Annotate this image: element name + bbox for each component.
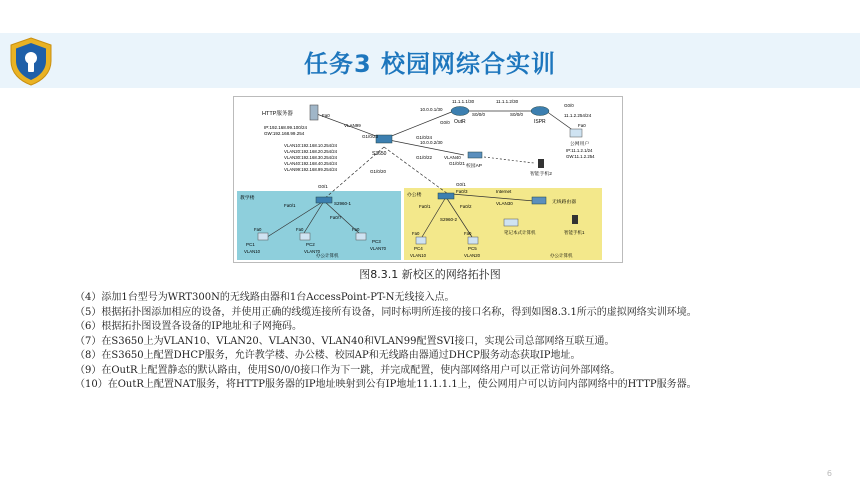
pc-port-label: Fa0 [412,231,420,236]
office-internet-label: Internet [496,189,512,194]
pc-icon [258,233,268,240]
teach-switch-icon [316,197,332,203]
port-g1-0-22: G1/0/22 [416,155,433,160]
step-paragraph: （6）根据拓扑图设置各设备的IP地址和子网掩码。 [75,321,303,332]
pc-name-label: PC1 [246,242,255,247]
step-paragraph: （10）在OutR上配置NAT服务，将HTTP服务器的IP地址映射到公有IP地址11.1.1.1上，使公网用户可以访问内部网络中的HTTP服务器。 [75,379,697,390]
pc-port-label: Fa0 [464,231,472,236]
topology-diagram [234,97,622,262]
pc-port-label: Fa0 [296,227,304,232]
office-fa0-1-label: Fa0/1 [419,204,431,209]
office-building-label: 办公楼 [407,193,422,198]
vlan-svi-item: VLAN40:192.168.40.254/24 [284,161,338,166]
port-g1-0-20: G1/0/20 [370,169,387,174]
phone1-icon [572,215,578,224]
office-pc-tag: 办公计算机 [550,253,573,258]
pc-icon [416,237,426,244]
vlan-svi-item: VLAN30:192.168.30.254/24 [284,155,338,160]
outr-ip2-label: 10.0.0.2/30 [420,140,443,145]
step-paragraph: （9）在OutR上配置静态的默认路由，使用S0/0/0接口作为下一跳，并完成配置，使内部网络用户可以正常访问外部网络。 [75,364,621,376]
pc-port-label: Fa0 [352,227,360,232]
isp-ip2-label: 11.1.1.2/30 [496,99,519,104]
outr-router-icon [451,107,469,116]
campus-ap-icon [468,152,482,158]
teach-building-label: 教学楼 [240,196,255,201]
body-text [57,291,792,393]
isp-net-label: 11.1.2.254/24 [564,113,592,118]
office-switch-label: S2960-2 [440,217,458,222]
wireless-router-label: 无线路由器 [552,200,576,205]
pc-name-label: PC5 [468,246,477,251]
outr-g0-0-label: G0/0 [440,120,450,125]
teach-g0-1-label: G0/1 [318,184,328,189]
office-g0-1-label: G0/1 [456,182,466,187]
isp-router-icon [531,107,549,116]
pc-vlan-label: VLAN70 [370,246,387,251]
port-g1-0-24: G1/0/24 [416,135,433,140]
public-user-pc-icon [570,129,582,137]
public-ip-label: IP:11.1.2.1/24 [566,148,593,153]
phone2-label: 智能手机2 [530,172,552,177]
isp-s0-0-0-label: S0/0/0 [510,112,524,117]
port-g1-0-21: G1/0/21 [449,161,466,166]
http-server-label: HTTP服务器 [262,111,293,117]
vlan-svi-list [284,143,338,172]
step-paragraph: （5）根据拓扑图添加相应的设备，并使用正确的线缆连接所有设备，同时标明所连接的接口名称，得到如图8.3.1所示的虚拟网络实训环境。 [75,306,697,318]
campus-ap-label: 校园AP [466,164,482,169]
outr-s0-0-0-label: S0/0/0 [472,112,486,117]
isp-label: ISPR [534,119,546,125]
office-vlan30-label: VLAN30 [496,201,513,206]
server-ip-label: IP:192.168.99.100/24 [264,125,308,130]
network-topology-figure [233,96,623,263]
vlan-svi-item: VLAN99:192.168.99.254/24 [284,167,338,172]
isp-ip1-label: 11.1.1.1/30 [452,99,475,104]
pc-vlan-label: VLAN70 [304,249,321,254]
vlan-svi-item: VLAN20:192.168.20.254/24 [284,149,338,154]
pc-name-label: PC2 [306,242,315,247]
pc-port-label: Fa0 [254,227,262,232]
outr-ip1-label: 10.0.0.1/30 [420,107,443,112]
public-user-label: 公网用户 [570,142,590,147]
pc-icon [300,233,310,240]
phone1-label: 智能手机1 [564,230,585,235]
s3650-label: S3650 [372,151,387,157]
teach-fa0-7-label: Fa0/7 [330,215,342,220]
isp-g0-0-label: G0/0 [564,103,574,108]
vlan-svi-item: VLAN10:192.168.10.254/24 [284,143,338,148]
pc-icon [468,237,478,244]
laptop-label: 笔记本式计算机 [504,230,536,235]
teach-office-pc-tag: 办公计算机 [316,253,339,258]
outr-label: OutR [454,119,466,125]
server-gw-label: GW:192.168.99.254 [264,131,305,136]
s3650-switch-icon [376,135,392,143]
step-paragraph: （7）在S3650上为VLAN10、VLAN20、VLAN30、VLAN40和VLAN99配置SVI接口，实现公司总部网络互联互通。 [75,335,615,347]
phone2-icon [538,159,544,168]
office-fa0-3-label: Fa0/3 [456,189,468,194]
pc-name-label: PC4 [414,246,423,251]
http-server-icon [310,105,318,120]
pc-vlan-label: VLAN10 [410,253,427,258]
isp-fa0-label: Fa0 [578,123,586,128]
pc-name-label: PC3 [372,239,381,244]
teach-fa0-1-label: Fa0/1 [284,203,296,208]
step-paragraph: （8）在S3650上配置DHCP服务，允许教学楼、办公楼、校园AP和无线路由器通过DHCP服务动态获取IP地址。 [75,350,581,361]
server-port-label: Fa0 [322,113,330,118]
port-g1-0-23: G1/0/23 [362,134,379,139]
public-gw-label: GW:11.1.2.254 [566,154,595,159]
vlan40-label: VLAN40 [444,155,461,160]
page-title: 任务3 校园网综合实训 [303,50,557,78]
pc-vlan-label: VLAN20 [464,253,481,258]
laptop-icon [504,219,518,226]
office-fa0-2-label: Fa0/2 [460,204,472,209]
pc-icon [356,233,366,240]
wireless-router-icon [532,197,546,204]
step-paragraph: （4）添加1台型号为WRT300N的无线路由器和1台AccessPoint-PT-N无线接入点。 [75,292,455,303]
vlan99-label: VLAN99 [344,123,361,128]
figure-caption: 图8.3.1 新校区的网络拓扑图 [359,268,501,281]
office-switch-icon [438,193,454,199]
page-number: 6 [826,469,832,478]
pc-vlan-label: VLAN10 [244,249,261,254]
teach-switch-label: S2960-1 [334,201,352,206]
